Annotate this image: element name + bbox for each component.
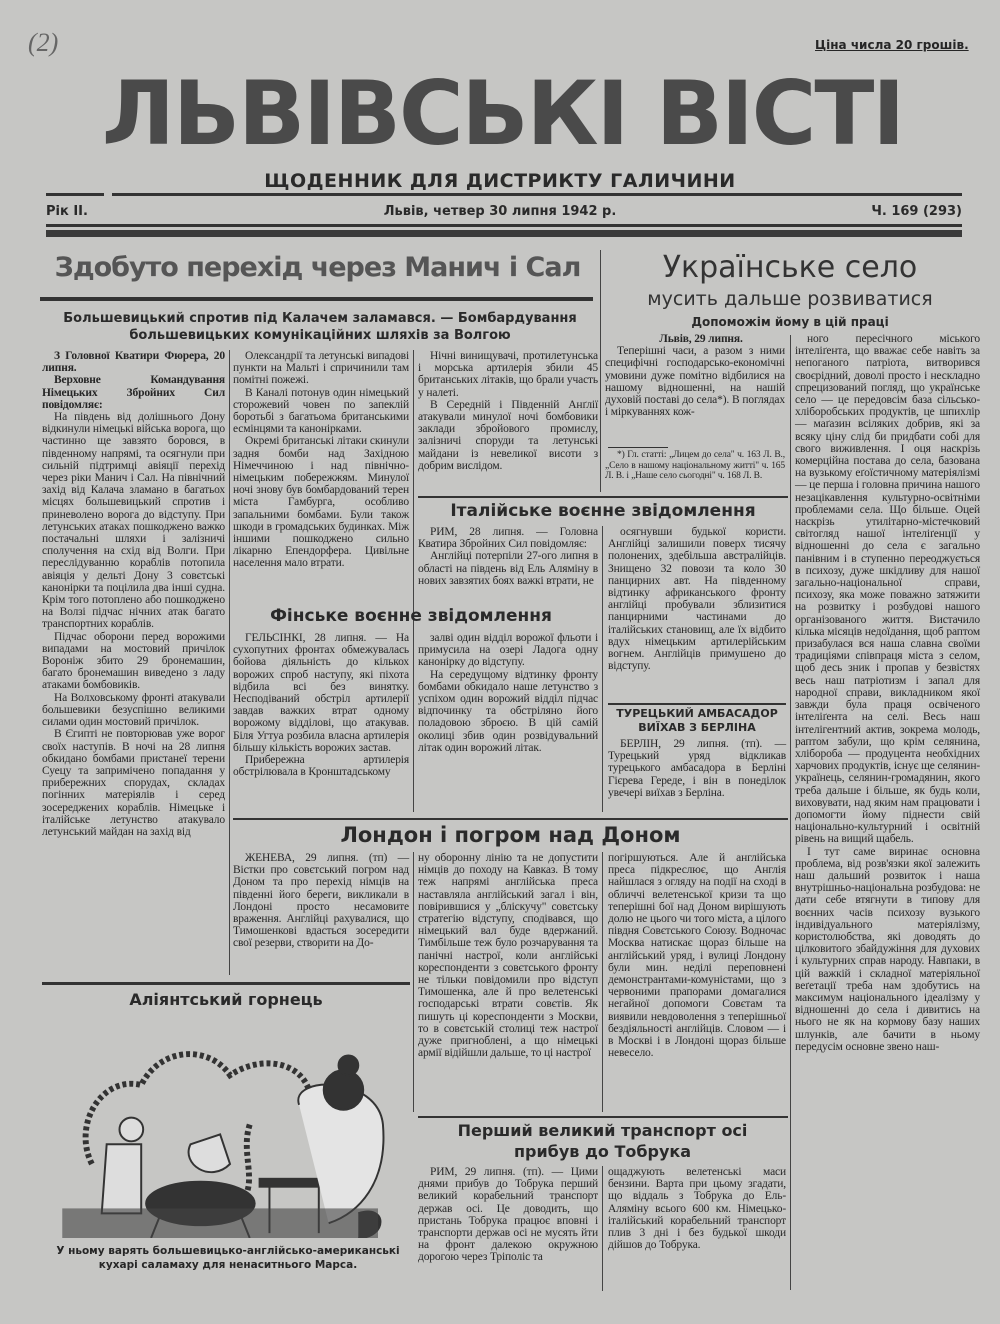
paragraph: Теперішні часи, а разом з ними специфічні господарсько-економічні умовини дуже помітно відбилися на нашому відношенні, на нашій духовій поставі до села*). В поглядах і міркуваннях кож- — [605, 345, 785, 419]
finnish-column-2 — [418, 632, 598, 754]
masthead-subtitle: ЩОДЕННИК ДЛЯ ДИСТРИКТУ ГАЛИЧИНИ — [264, 170, 736, 192]
paragraph: Нічні винищувачі, протилетунська і морська артилерія збили 45 британських літаків, що брали участь у налеті. — [418, 350, 598, 399]
column-divider — [790, 335, 791, 1290]
paragraph: Англійці потерпіли 27-ого липня в області на південь від Ель Аляміну в нових завзятих боях важкі втрати, не — [418, 550, 598, 587]
paragraph: ощаджують велетенські маси бензини. Варта при цьому згадати, що віддаль з Тобрука до Ель-Аляміну всього 600 км. Німецько-італійський корабельний транспорт плив 3 дні і без будької шкоди дійшов до Тобрука. — [608, 1166, 786, 1252]
report-column-1 — [42, 350, 225, 838]
london-column-2 — [418, 852, 598, 1059]
village-column-1 — [605, 333, 785, 418]
paragraph: В Каналі потонув один німецький сторожевий човен по запеклій боротьбі з багатьома британськими есмінцями та канонірками. — [233, 386, 409, 436]
tobruk-column-1 — [418, 1166, 598, 1264]
column-divider — [413, 350, 414, 812]
paragraph: На середущому відтинку фронту бомбами обкидало наше летунство з успіхом один ворожий відділ підчас відпочинку та обстріляно його поладовою зброєю. В цій самій околиці збив один розвідувальний літак один ворожий літак. — [418, 668, 598, 754]
paragraph: В Єгипті не повторював уже ворог своїх наступів. В ночі на 28 липня обкидано бомбами пристанеї терени Суецу та запримічено попадання у прибережних спорудах, складах погінних матеріялів і серед зосереджених кораблів. Німецьке і італійське летунство атакувало летунський майдан на захід від — [42, 728, 225, 838]
report-column-2 — [233, 350, 409, 570]
rule — [46, 230, 962, 237]
headline-finnish: Фінське воєнне звідомлення — [270, 606, 552, 626]
subheadline-kalach: Большевицький спротив під Калачем заламався. — Бомбардування большевицьких комунікаційних шляхів за Волгою — [63, 311, 577, 343]
paragraph: ЖЕНЕВА, 29 липня. (тп) — Вістки про совєтський погром над Доном та про перехід німців на південні його береги, викликали в Лондоні просто несамовите враження. Англійці рахувалися, що Тимошенкові вдасться зосередити свої резерви, створити на До- — [233, 852, 409, 950]
column-divider — [413, 852, 414, 1112]
paragraph: Прибережна артилерія обстрілювала в Кронштадському — [233, 754, 409, 779]
subheadline-village: Допоможім йому в цій праці — [691, 315, 889, 329]
turkish-body — [608, 738, 786, 799]
footnote: *) Гл. статті: „Лицем до села" ч. 163 Л. В., „Село в нашому національному житті" ч. 165 Л. В. і „Наше село сьогодні" ч. 168 Л. В. — [605, 450, 785, 481]
london-column-3 — [608, 852, 786, 1059]
paragraph: осягнувши будької користи. Англійці залишили поверх тисячу полонених, здебільша австралійців. Знищено 32 повози та коло 30 панцирних авт. На південному відтинку африканського фронту англійці пробували зблизитися панцирними частинами до італійських становищ, але їх відбито вдух німецьким артилерійським вогнем. Англійців примушено до відступу. — [608, 526, 786, 673]
paragraph: З Головної Кватири Фюрера, 20 липня. — [42, 350, 225, 375]
rule — [40, 297, 593, 301]
rule — [418, 1116, 788, 1118]
headline-tobruk: Перший великий транспорт осі прибув до Тобрука — [457, 1121, 748, 1161]
cartoon-caption: У ньому варять большевицько-англійсько-американські кухарі саламаху для ненаситнього Марса. — [56, 1245, 400, 1271]
cartoon-title: Аліянтський горнець — [129, 990, 323, 1009]
paragraph: ну оборонну лінію та не допустити німців до походу на Кавказ. В тому теж напрямі англійська преса наставляла англійський загал і він, повірившися у „бліскучу" совєтську стратегію відступу, сподівався, що німецький вал буде вдержаний. Тимбільше теж було розчарування та панічні настрої, коли англійські кореспонденти з совєтського фронту не тільки повідомили про відступ Тимошенка, але й про велетенські господарські втрати совєтів. Як пишуть ці кореспонденти з Москви, то в совєтській столиці теж настрої дуже пригноблені, а що німецькі армії відійшли дальше, то ці настрої — [418, 852, 598, 1060]
column-divider — [602, 526, 603, 812]
italian-column-2 — [608, 526, 786, 672]
village-footnote — [605, 450, 785, 482]
village-column-2 — [795, 333, 980, 1053]
column-divider — [229, 350, 230, 975]
rule — [112, 193, 962, 196]
price-label: Ціна числа 20 грошів. — [815, 38, 969, 52]
headline-manych: Здобуто перехід через Манич і Сал — [54, 252, 581, 283]
italian-column-1 — [418, 526, 598, 587]
rule — [233, 818, 788, 820]
column-divider — [602, 852, 603, 1112]
rule — [418, 496, 788, 498]
london-column-1 — [233, 852, 409, 950]
rule — [42, 982, 410, 985]
issue-number: Ч. 169 (293) — [871, 204, 962, 219]
paragraph: На південь від долішнього Дону відкинули німецькі війська ворога, що частинно ще завзято боровся, в південному напрямі, та осягнули при сильній підтримці авіяції перехід через ріки Манич і Сал. На північний захід від Калача зламано в багатьох місцях большевицький спротив і приневолено ворога до відступу. При летунських атаках пошкоджено важко постачальні шляхи і залізничі сполучення на схід від Волги. При переслідуванню кораблів потопила авіяція у дельті Дону 3 совєтські канонірки та поцілила два інші судна. Крім того потоплено або пошкоджено на Волзі підчас нічних атак багато транспортних кораблів. — [42, 411, 225, 631]
headline-italian: Італійське воєнне звідомлення — [450, 501, 756, 521]
column-divider — [600, 250, 601, 492]
masthead-title: ЛЬВІВСЬКІ ВІСТІ — [101, 62, 904, 165]
paragraph: РИМ, 29 липня. (тп). — Цими днями прибув до Тобрука перший великий корабельний транспорт держав осі. Це доводить, що пристань Тобрука працює вповні і транспорти держав осі не мусять йти на фронт далекою окружною дорогою через Тріполіс та — [418, 1166, 598, 1264]
footnote-rule — [608, 447, 668, 448]
headline-london: Лондон і погром над Доном — [340, 823, 681, 847]
paragraph: Верховне Командування Німецьких Збройних Сил повідомляє: — [42, 374, 225, 411]
column-divider — [602, 1166, 603, 1291]
report-column-3 — [418, 350, 598, 472]
paragraph: ГЕЛЬСІНКІ, 28 липня. — На сухопутних фронтах обмежувалась бойова діяльність до кількох ворожих спроб наступу, які піхота відбила всі без винятку. Несподіваний обстріл артилерії завдав важких втрат одному ворожому відділові, що атакував. Біля Угтуа розбила власна артилерія більшу кількість ворожих застав. — [233, 632, 409, 754]
paragraph: РИМ, 28 липня. — Головна Кватира Збройних Сил повідомляє: — [418, 526, 598, 551]
handwritten-mark: (2) — [28, 28, 59, 57]
headline-turkish: ТУРЕЦЬКИЙ АМБАСАДОР ВИЇХАВ З БЕРЛІНА — [616, 707, 778, 734]
headline-village-2: мусить дальше розвиватися — [647, 288, 933, 310]
paragraph: залві один відділ ворожої фльоти і примусила на озері Ладога одну канонірку до відступу. — [418, 632, 598, 669]
finnish-column-1 — [233, 632, 409, 778]
paragraph: І тут саме виринає основна проблема, від розв'язки якої залежить наш дальший розвиток і наша внутрішньо-національна розбудова: не дати себе втягнути в типову для воєнних часів психозу вузького індивідуального матеріялізму, користолюбства, які доводять до цілковитого збайдужіння для духових і культурних справ народу. Навпаки, в цій важкій і складної матеріяльної веґетації треба нам здобутись на максимум національного ідеалізму у відношенні до села і дивитись на нього не як на кормову базу наших шлунків, але бачити в ньому передусім основне звено наш- — [795, 845, 980, 1053]
paragraph: Олександрії та летунські випадові пункти на Мальті і спричинили там помітні пожежі. — [233, 350, 409, 387]
dateline: Львів, четвер 30 липня 1942 р. — [383, 204, 617, 219]
headline-village: Українське село — [662, 250, 918, 285]
paragraph: В Середній і Південній Анґлії атакували минулої ночі бомбовики заклади збройового промислу, залізничі споруди та летунські майдани із невеликої висоти з добрим вислідом. — [418, 398, 598, 472]
dateline: Львів, 29 липня. — [659, 333, 743, 345]
paragraph: погіршуються. Але й англійська преса підкреслює, що Англія найшлася з огляду на події на сході в обличчі велетенської кризи та що теперішні бої над Доном вирішують долю не цього чи того міста, а цілого півдня Совєтського Союзу. Водночас Москва натискає щораз більше на англійський уряд, і вулиці Лондону були мин. неділі переповнені демонстрантами-комуністами, що з червоними прапорами домагалися негайної допомоги Совєтам та виявили невдоволення з теперішньої бездіяльності англійців. Словом — і в Москві і в Лондоні щораз більше невесело. — [608, 852, 786, 1060]
tobruk-column-2 — [608, 1166, 786, 1251]
paragraph: БЕРЛІН, 29 липня. (тп). — Турецький уряд відкликав турецького амбасадора в Берліні Гієрева Гереде, і він в понеділок увечері виїхав з Берліна. — [608, 738, 786, 799]
paragraph: На Волховському фронті атакували большевики безуспішно великими силами один мостовий причілок. — [42, 691, 225, 729]
paragraph: ного пересічного міського інтеліґента, що вважає себе навіть за непоганого патріота, витворився своєрідний, доволі просто і нескладно спрецизований погляд, що українське село — це передовсім база сільсько-хліборобських продуктів, це шпихлір — маґазин всіляких добрив, які за всяку ціну слід би придбати собі для свого виживлення. І оця наскрізь комерційна постава до села, базована на вузькому еґоїстичному матеріялізмі — це перша і головна причина нашого незацікавлення культурно-освітніми проблемами села. Що більше. Оцей наскрізь утилітарно-містечковий світогляд нашої інтеліґенції у відношенні до села є загально панівним і в ступенно переоджується в психозу, дуже шкідливу для нашої загально-національної справи, психозу, яка може поважно затяжити на розвитку і розбудові нашого організованого життя. Вистачило кілька місяців недоїдання, щоб раптом призабулася вся наша славна своїми традиціями співпраця міста з селом, щоб десь зник і пропав у безвістях весь наш патріотизм і запал для народної справи, викладником якої завжди була праця освіченого інтеліґента на селі. Весь наш інтелігентний актив, зокрема молодь, раптом забули, що крім селянина, хлібороба — продуцента необхідних харчових продуктів, існує ще селянин-українець, селянин-громадянин, якого треба дальше і більше, як будь коли, виховувати, над яким нам працювати і допомогти йому піднести свій національно-культурний і освітній рівень на вищий щабель. — [795, 333, 980, 846]
year-label: Рік II. — [46, 204, 88, 219]
rule — [46, 224, 962, 227]
rule — [46, 193, 104, 196]
rule — [608, 703, 786, 705]
paragraph: Окремі британські літаки скинули задня бомби над Західною Німеччиною і над північно-німецьким побережжям. Минулої ночі знову був бомбардований терен міста Гамбурга, особливо запальними бомбами. Були також шкоди в громадських будинках. Між іншими пошкоджено сильно лікарню Епендорфера. Цивільне населення мало втрати. — [233, 435, 409, 570]
paragraph: Підчас оборони перед ворожими випадами на мостовий причілок Вороніж збито 29 бронемашин, багато бронемашин виведено з ладу атаками бомбовиків. — [42, 630, 225, 692]
cartoon-illustration — [60, 1016, 400, 1238]
